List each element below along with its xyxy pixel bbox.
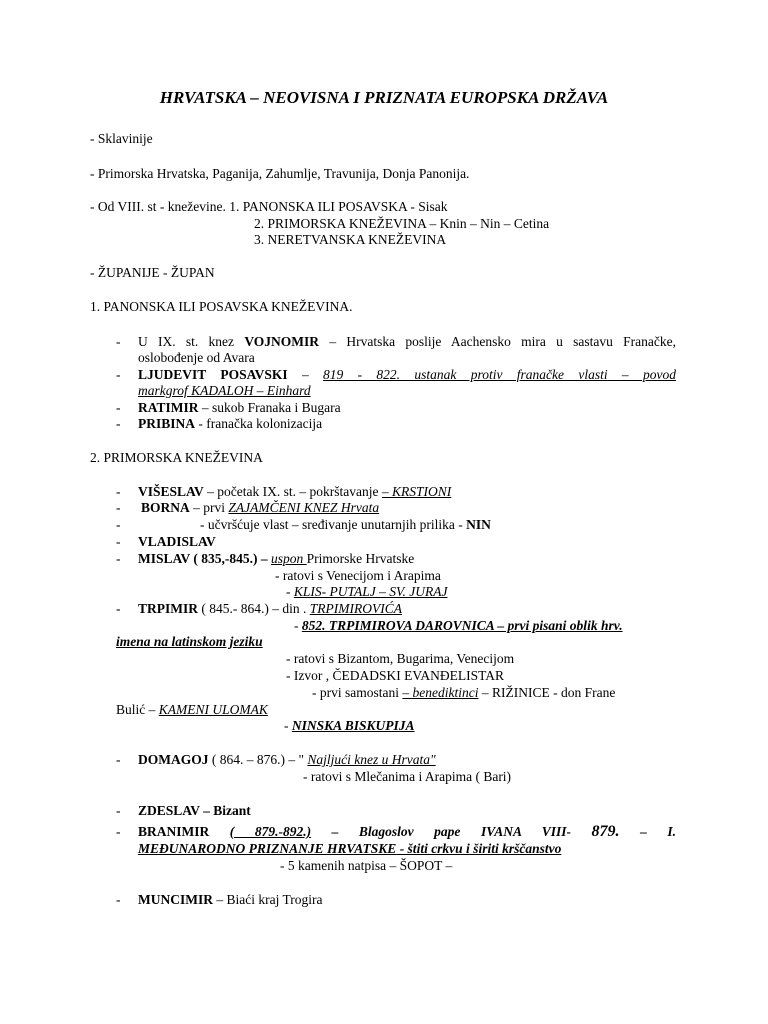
list-item: MUNCIMIR – Biaći kraj Trogira	[138, 892, 323, 907]
list-item: VLADISLAV	[138, 534, 216, 549]
list-item: LJUDEVIT POSAVSKI – 819 - 822. ustanak protiv franačke vlasti – povod	[138, 367, 676, 382]
list-item: PRIBINA - franačka kolonizacija	[138, 416, 323, 431]
intro-line: - Sklavinije	[90, 131, 153, 146]
intro-line: - Od VIII. st - kneževine. 1. PANONSKA ILI POSAVSKA - Sisak	[90, 199, 448, 214]
list-item: MISLAV ( 835,-845.) – uspon Primorske Hrvatske	[138, 551, 415, 566]
list-item-cont: - 852. TRPIMIROVA DAROVNICA – prvi pisani oblik hrv.	[294, 618, 623, 633]
intro-line: - ŽUPANIJE - ŽUPAN	[90, 265, 215, 280]
intro-line: 3. NERETVANSKA KNEŽEVINA	[254, 232, 447, 247]
list-item: RATIMIR – sukob Franaka i Bugara	[138, 400, 341, 415]
list-item: BORNA – prvi ZAJAMČENI KNEZ Hrvata	[141, 500, 380, 515]
list-item: ZDESLAV – Bizant	[138, 803, 251, 818]
bullet-dash: -	[116, 601, 121, 616]
bullet-dash: -	[116, 892, 121, 907]
intro-line: - Primorska Hrvatska, Paganija, Zahumlje, Travunija, Donja Panonija.	[90, 166, 470, 181]
list-item-cont: - ratovi s Bizantom, Bugarima, Venecijom	[286, 651, 515, 666]
list-item: BRANIMIR ( 879.-892.) – Blagoslov pape IVANA VIII- 879. – I.	[138, 823, 676, 840]
bullet-dash: -	[116, 484, 121, 499]
bullet-dash: -	[116, 334, 121, 349]
list-item: VIŠESLAV – početak IX. st. – pokrštavanje – KRSTIONI	[138, 484, 452, 499]
intro-line: 2. PRIMORSKA KNEŽEVINA – Knin – Nin – Cetina	[254, 216, 550, 231]
bullet-dash: -	[116, 367, 121, 382]
section-heading: 2. PRIMORSKA KNEŽEVINA	[90, 450, 263, 465]
list-item-cont: - ratovi s Venecijom i Arapima	[275, 568, 441, 583]
list-item: DOMAGOJ ( 864. – 876.) – " Najljući knez u Hrvata"	[138, 752, 436, 767]
bullet-dash: -	[116, 752, 121, 767]
page-title: HRVATSKA – NEOVISNA I PRIZNATA EUROPSKA DRŽAVA	[159, 88, 609, 107]
list-item-cont: - 5 kamenih natpisa – ŠOPOT –	[280, 858, 453, 873]
bullet-dash: -	[116, 534, 121, 549]
list-item-cont: MEĐUNARODNO PRIZNANJE HRVATSKE - štiti crkvu i širiti krščanstvo	[138, 841, 562, 856]
bullet-dash: -	[116, 400, 121, 415]
bullet-dash: -	[116, 824, 121, 839]
list-item: - učvršćuje vlast – sređivanje unutarnjih prilika - NIN	[200, 517, 491, 532]
section-heading: 1. PANONSKA ILI POSAVSKA KNEŽEVINA.	[90, 299, 353, 314]
list-item-cont: - prvi samostani – benediktinci – RIŽINICE - don Frane	[312, 685, 616, 700]
list-item-cont: - KLIS- PUTALJ – SV. JURAJ	[286, 584, 448, 599]
bullet-dash: -	[116, 803, 121, 818]
list-item-cont: markgrof KADALOH – Einhard	[138, 383, 311, 398]
bullet-dash: -	[116, 517, 121, 532]
bullet-dash: -	[116, 500, 121, 515]
list-item-cont: Bulić – KAMENI ULOMAK	[116, 702, 268, 717]
list-item-cont: - ratovi s Mlečanima i Arapima ( Bari)	[303, 769, 512, 784]
bullet-dash: -	[116, 551, 121, 566]
list-item: TRPIMIR ( 845.- 864.) – din . TRPIMIROVIĆA	[138, 601, 402, 616]
list-item: U IX. st. knez VOJNOMIR – Hrvatska poslije Aachensko mira u sastavu Franačke,	[138, 334, 676, 349]
list-item-cont: - Izvor , ČEDADSKI EVANĐELISTAR	[286, 668, 505, 683]
bullet-dash: -	[116, 416, 121, 431]
list-item-cont: oslobođenje od Avara	[138, 350, 255, 365]
list-item-cont: imena na latinskom jeziku	[116, 634, 263, 649]
list-item-cont: - NINSKA BISKUPIJA	[284, 718, 415, 733]
